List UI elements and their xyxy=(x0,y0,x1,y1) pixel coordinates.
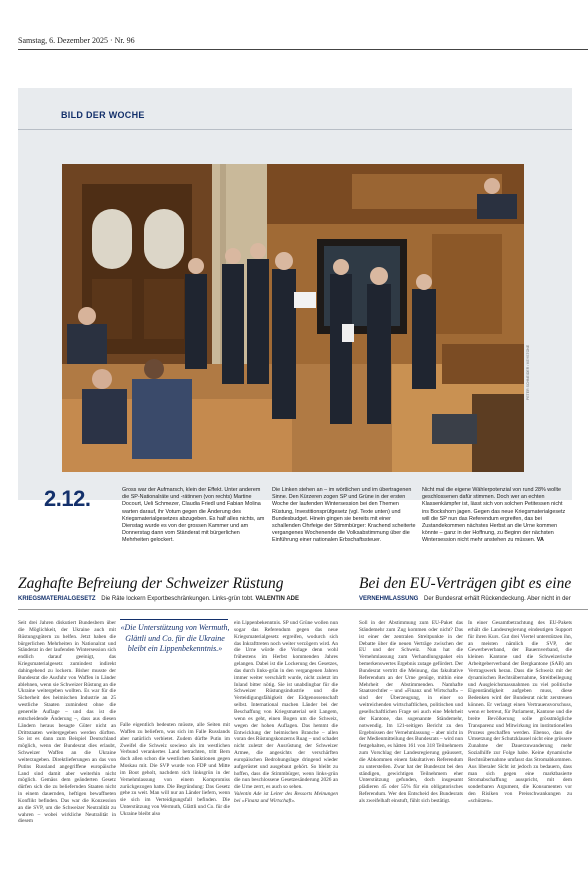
article2-lede: Der Bundesrat erhält Rückendeckung. Aber nicht in der xyxy=(424,596,571,602)
quote-rule-top xyxy=(120,619,228,620)
article1-pullquote: «Die Unterstützung von Wermuth, Glättli und Co. für die Ukraine bleibt ein Lippenbekenntnis.» xyxy=(120,623,230,653)
caption-3 xyxy=(422,487,568,545)
article1-author: VALENTIN ADE xyxy=(255,596,299,602)
article2-kicker: VERNEHMLASSUNG xyxy=(359,596,419,602)
parliament-photo xyxy=(62,164,524,472)
caption-3-text: Nicht mal die eigene Wählerpotenzial von rund 28% wollte geschlossenen dafür stimmen. Doch wer an echten Klassenkämpfer ist, lässt sich von solchen Petitessen nicht ins Bockshorn jagen. Gegen das neue Kriegsmaterialgesetz will die SP nun das Referendum ergreifen, das bei Zustandekommen nächstes Herbst an die Urne kommen könnte – ganz in der Hoffnung, zu Beginn der nächsten Wintersession nicht mehr anstehen zu müssen. xyxy=(422,487,566,544)
article2-col1: Soll in der Abstimmung zum EU-Paket das Ständemehr zum Zug kommen oder nicht? Das ist einer der zentralen Streitpunkte in der Debatte über die neuen Verträge zwischen der EU und der Schweiz. Nun hat die Vernehmlassung zum Verhandlungspaket ein bemerkenswertes Ergebnis zutage gefördert. Der Bundesrat vertritt die Meinung, das fakultative Referendum an der Urne genüge, mithin eine Mehrheit der Abstimmenden. Namhafte Staatsrechtler – und «Finanz und Wirtschaft» – sind der Überzeugung, in einer so weitreichenden wirtschaftlichen, politischen und gesellschaftlichen Frage sei auch eine Mehrheit der Kantone, das sogenannte Ständemehr, notwendig. Im 121-seitigen Bericht zu den Ergebnissen der Vernehmlassung – aber nicht in der Medienmitteilung des Bundesrats – wird nun festgehalten, es hätten 161 von 318 Teilnehmern zum Vorschlag der Landesregierung geäussert, die Abkommen einem fakultativen Referendum zu unterstellen. Zwar hat der Bundesrat bei den ständigen, gewichtigen Teilnehmern eher Unterstützung gefunden, doch insgesamt plädieren 45 oder 55% für ein obligatorisches Referendum. Wer den Entscheid des Bundesrats als zweifelhaft einstuft, fühlt sich bestätigt. xyxy=(359,620,463,804)
article1-col1: Seit drei Jahren diskutiert Bundesbern über die Möglichkeit, der Ukraine auch mit Rüstungsgütern zu helfen. Jetzt haben die bürgerlichen Mehrheiten in Nationalrat und Ständerat in der laufenden Wintersession sich endlich darauf geeinigt, das Kriegsmaterialgesetz zumindest indirekt dahingehend zu lockern. Bisher musste der Bundesrat die Ausfuhr von Waffen in Länder ablehnen, wenn sie Schweizer Rüstung an die Ukraine weitergeben wollten. Es war für die Sicherheit des heimischen Industrie an 25 westliche Staaten zumindest ohne die generelle Auflage – und das ist die entscheidende Änderung –, dass aus diesen Ländern heraus besagte Güter nicht an Drittstaaten weitergegeben werden dürften. So ist es dann zum Beispiel Deutschland möglich, wenn der Bundesrat dies erlaubt, Schweizer Waffen an die Ukraine weiterzugeben. Direktlieferungen an das von Putins Russland angegriffene europäische Land sind damit aber weiterhin nicht möglich. Gemäss dem geänderten Gesetz dürfen sich die zu beliefernden Staaten nicht in einem dauernden, heftigen bewaffneten Konflikt befinden. Das war die Konzession an die SVP, um die Schweizer Neutralität zu wahren – wobei wirkliche Neutralität in diesem xyxy=(18,620,116,825)
article2-col2: In einer Gesamtbetrachtung des EU-Pakets erhält die Landesregierung eindeutigen Support für ihren Kurs. Gut drei Viertel unterstützen ihn, an meisten nämlich die SVP, der Gewerbeverband, der Bauernverband, die kleinen Kantone und die Schweizerische Arbeitgeberverband der Bergkantone (SAB) am Vertragswerk heran. Dass die Schweiz mit der dynamischen Rechtsübernahme, Streitbeilegung und Ausgleichsmassnahmen zu viel politische Eigenständigkeit aufgeben muss, diese Bedenken wird der Bundesrat nicht zerstreuen können. Er verlangt einen Vertrauensvorschuss, wenn er betreut, für Parlament, Kantone und die breite Bevölkerung solle grösstmögliche Transparenz und Mitwirkung im institutionellen Prozess geschaffen werden. Ebenso, dass die Umsetzung der Schutzklausel nicht eine grössere Zunahme der Dauerzuwanderung mehr Sozialhilfe zur Folge habe. Keine dynamische Rechtsübernahme umfasst das Stromabkommen. Aus liberaler Sicht ist jedoch zu bedauern, dass man sich gegen eine marktbasierte Stromabschaffung ausspricht, mit dem sonderbaren Argument, die Konsumenten vor den Risiken von Preisschwankungen zu «schützen». xyxy=(468,620,572,804)
caption-2: Die Linken stehen an – im wörtlichen und im übertragenen Sinne. Den Kürzeren zogen SP und Grüne in der ersten Woche der laufenden Wintersession bei den Themen Rüstung, Investitionsprüfgesetz (vgl. Texte unten) und Bundesbudget. Hinein gingen sie bereits mit einer schallenden Ohrfeige der Stimmbürger: Krachend scheiterte vergangenes Wochenende die Volksabstimmung über die Einführung einer nationalen Erbschaftssteuer. xyxy=(272,487,416,544)
article1-col3-text: ein Lippenbekenntnis. SP und Grüne wollen nun sogar das Referendum gegen das neue Kriegsmaterialgesetz ergreifen, wodurch sich das Inkrafttreten noch weiter verzögern wird. An die Urne würde die Vorlage denn wohl frühestens im Herbst kommenden Jahres gelangen. Dabei ist die Lockerung des Gesetzes, das durch links-grün in den vergangenen Jahren immer weiter verschärft wurde, nicht zuletzt im Inland bitter nötig. Sie ist unabdingbar für die Schweizer Rüstungsindustrie und die Verteidigungsfähigkeit der Eidgenossenschaft selbst. International machen Länder bei der Beschaffung von Kriegsmaterial seit Langem, wenn es geht, einen Bogen um die Schweiz, wegen der hohen Auflagen. Das hemmt die Entwicklung der heimischen Branche – allen voran des Rüstungskonzerns Ruag – und schadet nicht zuletzt der Ausrüstung der Schweizer Armee, die angesichts der verschärften europäischen Bedrohungslage dringend wieder aufgerüstet und ausgebaut gehört. So bleibt zu hoffen, dass die Stimmbürger, wenn links-grün die nun beschlossene Gesetzesänderung 2026 an die Urne zerrt, es auch so sehen. xyxy=(234,620,338,791)
article1-col3 xyxy=(234,620,338,866)
big-date: 2.12. xyxy=(44,486,91,511)
section-title: BILD DER WOCHE xyxy=(61,110,145,120)
article1-col2: Falle eigentlich bedeuten müsste, alle Seiten mit Waffen zu beliefern, was sich im Falle Russlands aber natürlich verbietet. Zudem dürfte Putin im Zweifel die Schweiz sowieso als im westlichen Verbund verankertes Land betrachten, tritt Bern doch allen schon die westlichen Sanktionen gegen Moskau mit. Die SVP wurde von FDP und Mitte im Boot geholt, nachdem sich linksgrün in der Vernehmlassung von einem Kompromiss zurückgezogen hatte. Die Begründung: Das Gesetz gehe zu weit. Man will nur an Länder liefern, wenn sie sich im Verteidigungsfall befinden. Die Unterstützung von Wermuth, Glättli und Co. für die Ukraine bleibt also xyxy=(120,722,230,817)
article1-subline xyxy=(18,596,299,602)
article1-headline: Zaghafte Befreiung der Schweizer Rüstung xyxy=(18,575,284,592)
article1-kicker: KRIEGSMATERIALGESETZ xyxy=(18,596,96,602)
article1-signature: Valentin Ade ist Leiter des Ressorts Meinungen bei «Finanz und Wirtschaft». xyxy=(234,791,338,804)
section-rule xyxy=(18,129,572,130)
article2-subline xyxy=(359,596,571,602)
header-rule xyxy=(18,49,588,50)
articles-rule xyxy=(18,609,588,610)
caption-3-signature: VA xyxy=(536,537,544,544)
caption-1: Gross war der Aufmarsch, klein der Effekt. Unter anderem die SP-Nationalräte und -rätinnen (von rechts) Martine Docourt, Ueli Schmezer, Claudia Friedl und Fabian Molina warten darauf, ihr Votum gegen die Änderung des Kriegsmaterialgesetzes abzugeben. Es half alles nichts, am Dienstag wurde es von der grossen Kammer und am Donnerstag dann vom Ständerat mit bürgerlichen Mehrheiten gelockert. xyxy=(122,487,265,544)
dateline: Samstag, 6. Dezember 2025 · Nr. 96 xyxy=(18,36,135,45)
photo-credit: PETER SCHNEIDER / KEYSTONE xyxy=(526,344,530,400)
article2-headline: Bei den EU-Verträgen gibt es eine xyxy=(359,575,572,592)
article1-lede: Die Räte lockern Exportbeschränkungen. Links-grün tobt. xyxy=(101,596,254,602)
